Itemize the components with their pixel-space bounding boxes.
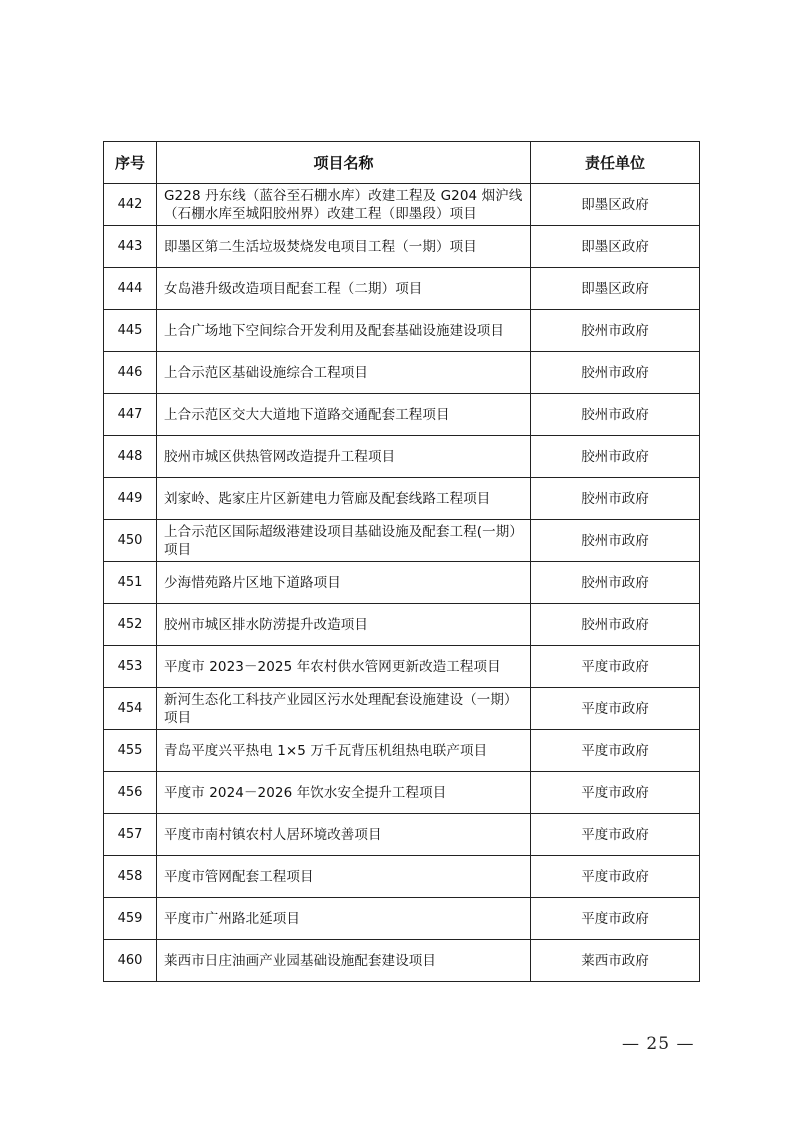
responsible-unit: 胶州市政府 — [531, 478, 700, 520]
table-row — [104, 184, 700, 226]
row-number: 449 — [104, 478, 157, 520]
table-row — [104, 520, 700, 562]
responsible-unit: 莱西市政府 — [531, 940, 700, 982]
row-number: 456 — [104, 772, 157, 814]
project-name: 少海惜苑路片区地下道路项目 — [157, 562, 531, 604]
table-row — [104, 940, 700, 982]
row-number: 452 — [104, 604, 157, 646]
table-row — [104, 310, 700, 352]
row-number: 451 — [104, 562, 157, 604]
table-row — [104, 898, 700, 940]
project-name: 上合示范区国际超级港建设项目基础设施及配套工程(一期）项目 — [157, 520, 531, 562]
row-number: 459 — [104, 898, 157, 940]
row-number: 444 — [104, 268, 157, 310]
header-name: 项目名称 — [157, 142, 531, 184]
table-row — [104, 478, 700, 520]
table-row — [104, 436, 700, 478]
project-name: 上合示范区交大大道地下道路交通配套工程项目 — [157, 394, 531, 436]
responsible-unit: 胶州市政府 — [531, 604, 700, 646]
table-body — [104, 184, 700, 982]
project-name: 平度市 2023－2025 年农村供水管网更新改造工程项目 — [157, 646, 531, 688]
responsible-unit: 胶州市政府 — [531, 394, 700, 436]
table-row — [104, 772, 700, 814]
header-unit: 责任单位 — [531, 142, 700, 184]
table-row — [104, 688, 700, 730]
table-row — [104, 226, 700, 268]
header-row — [104, 142, 700, 184]
row-number: 446 — [104, 352, 157, 394]
responsible-unit: 平度市政府 — [531, 730, 700, 772]
project-name: 女岛港升级改造项目配套工程（二期）项目 — [157, 268, 531, 310]
page-number: — 25 — — [622, 1034, 695, 1054]
table-row — [104, 730, 700, 772]
row-number: 442 — [104, 184, 157, 226]
responsible-unit: 即墨区政府 — [531, 184, 700, 226]
table-row — [104, 352, 700, 394]
row-number: 453 — [104, 646, 157, 688]
responsible-unit: 即墨区政府 — [531, 268, 700, 310]
project-name: 平度市南村镇农村人居环境改善项目 — [157, 814, 531, 856]
table-row — [104, 646, 700, 688]
project-name: 即墨区第二生活垃圾焚烧发电项目工程（一期）项目 — [157, 226, 531, 268]
row-number: 458 — [104, 856, 157, 898]
project-name: 上合示范区基础设施综合工程项目 — [157, 352, 531, 394]
responsible-unit: 平度市政府 — [531, 646, 700, 688]
row-number: 457 — [104, 814, 157, 856]
responsible-unit: 平度市政府 — [531, 856, 700, 898]
responsible-unit: 即墨区政府 — [531, 226, 700, 268]
project-name: 胶州市城区供热管网改造提升工程项目 — [157, 436, 531, 478]
row-number: 448 — [104, 436, 157, 478]
row-number: 455 — [104, 730, 157, 772]
table-row — [104, 856, 700, 898]
project-name: 莱西市日庄油画产业园基础设施配套建设项目 — [157, 940, 531, 982]
responsible-unit: 平度市政府 — [531, 688, 700, 730]
responsible-unit: 胶州市政府 — [531, 520, 700, 562]
table-row — [104, 394, 700, 436]
responsible-unit: 胶州市政府 — [531, 562, 700, 604]
header-no: 序号 — [104, 142, 157, 184]
project-name: 上合广场地下空间综合开发利用及配套基础设施建设项目 — [157, 310, 531, 352]
row-number: 454 — [104, 688, 157, 730]
project-name: 平度市 2024－2026 年饮水安全提升工程项目 — [157, 772, 531, 814]
table-row — [104, 562, 700, 604]
row-number: 450 — [104, 520, 157, 562]
responsible-unit: 胶州市政府 — [531, 436, 700, 478]
project-name: 平度市广州路北延项目 — [157, 898, 531, 940]
project-name: 刘家岭、匙家庄片区新建电力管廊及配套线路工程项目 — [157, 478, 531, 520]
table-row — [104, 814, 700, 856]
project-name: 胶州市城区排水防涝提升改造项目 — [157, 604, 531, 646]
project-name: 青岛平度兴平热电 1×5 万千瓦背压机组热电联产项目 — [157, 730, 531, 772]
row-number: 443 — [104, 226, 157, 268]
project-name: 新河生态化工科技产业园区污水处理配套设施建设（一期）项目 — [157, 688, 531, 730]
responsible-unit: 平度市政府 — [531, 898, 700, 940]
row-number: 460 — [104, 940, 157, 982]
table-header — [104, 142, 700, 184]
project-name: G228 丹东线（蓝谷至石棚水库）改建工程及 G204 烟沪线（石棚水库至城阳胶州界）改建工程（即墨段）项目 — [157, 184, 531, 226]
project-table — [103, 141, 700, 982]
row-number: 447 — [104, 394, 157, 436]
responsible-unit: 平度市政府 — [531, 814, 700, 856]
project-name: 平度市管网配套工程项目 — [157, 856, 531, 898]
responsible-unit: 胶州市政府 — [531, 310, 700, 352]
responsible-unit: 平度市政府 — [531, 772, 700, 814]
responsible-unit: 胶州市政府 — [531, 352, 700, 394]
table-row — [104, 268, 700, 310]
table-row — [104, 604, 700, 646]
row-number: 445 — [104, 310, 157, 352]
